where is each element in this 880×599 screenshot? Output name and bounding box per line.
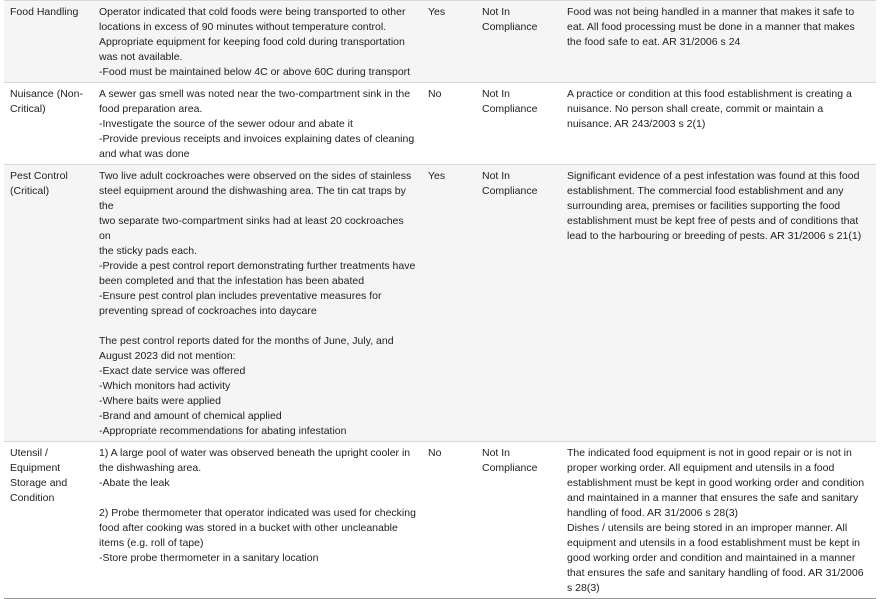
observation-cell [93,442,422,599]
category-line: Critical) [10,103,46,115]
observation-line: -Exact date service was offered [99,365,246,377]
observation-line: was not available. [99,51,183,63]
observation-line: been completed and that the infestation has been abated [99,275,365,287]
observation-line: items (e.g. roll of tape) [99,537,204,549]
observation-line: A sewer gas smell was noted near the two-compartment sink in the [99,88,411,100]
compliance-status-line: Not In [482,447,511,459]
compliance-status-cell [476,1,561,83]
requirement-line: The indicated food equipment is not in good repair or is not in [567,447,852,459]
requirement-line: the food safe to eat. AR 31/2006 s 24 [567,36,741,48]
observation-line: food after cooking was stored in a bucket with other uncleanable [99,522,398,534]
table-row [4,1,876,83]
requirement-line: nuisance. No person shall create, commit or maintain a [567,103,824,115]
observation-line: 2) Probe thermometer that operator indicated was used for checking [99,507,416,519]
observation-line: Appropriate equipment for keeping food cold during transportation [99,36,405,48]
observation-line: -Investigate the source of the sewer odour and abate it [99,118,353,130]
category-line: Equipment [10,462,61,474]
observation-cell [93,83,422,165]
category-line: (Critical) [10,185,50,197]
observation-line: -Food must be maintained below 4C or above 60C during transport [99,66,411,78]
requirement-line: lead to the harbouring or breeding of pests. AR 31/2006 s 21(1) [567,230,862,242]
critical-cell [422,442,476,599]
compliance-status-line: Compliance [482,21,538,33]
observation-line: the dishwashing area. [99,462,202,474]
observation-line: -Store probe thermometer in a sanitary location [99,552,319,564]
requirement-line: equipment and utensils in a food establishment must be kept in [567,537,861,549]
compliance-status-line: Not In [482,170,511,182]
observation-line [99,491,416,506]
requirement-line: establishment. The commercial food establishment and any [567,185,844,197]
category-cell [4,442,93,599]
inspection-rows [4,1,876,599]
requirement-line: establishment must be kept in good working order and condition [567,477,865,489]
observation-line: locations in excess of 90 minutes without temperature control. [99,21,387,33]
critical-value: Yes [428,6,446,18]
observation-line: two separate two-compartment sinks had at least 20 cockroaches on [99,215,407,242]
observation-line: -Ensure pest control plan includes preventative measures for [99,290,382,302]
category-line: Condition [10,492,55,504]
requirement-line: Food was not being handled in a manner that makes it safe to [567,6,855,18]
requirement-line: handling of food. AR 31/2006 s 28(3) [567,507,739,519]
requirement-line: proper working order. All equipment and utensils in a food [567,462,835,474]
requirement-line: and maintained in a manner that ensures the safe and sanitary [567,492,859,504]
observation-line: -Provide previous receipts and invoices explaining dates of cleaning [99,133,415,145]
observation-line: steel equipment around the dishwashing area. The tin cat traps by the [99,185,409,212]
requirement-line: good working order and condition and maintained in a manner [567,552,856,564]
compliance-status-cell [476,165,561,442]
observation-line: 1) A large pool of water was observed beneath the upright cooler in [99,447,411,459]
requirement-line: surrounding area, premises or facilities supporting the food [567,200,841,212]
category-line: Utensil / [10,447,48,459]
category-line: Storage and [10,477,68,489]
critical-value: Yes [428,170,446,182]
requirement-cell [561,83,876,165]
requirement-cell [561,1,876,83]
observation-line: -Provide a pest control report demonstrating further treatments have [99,260,416,272]
compliance-status-line: Compliance [482,103,538,115]
critical-cell [422,83,476,165]
requirement-line: s 28(3) [567,582,600,594]
category-cell [4,165,93,442]
category-line: Food Handling [10,6,79,18]
category-cell [4,1,93,83]
critical-cell [422,165,476,442]
observation-line [99,319,416,334]
inspection-table [4,0,876,598]
observation-line: -Brand and amount of chemical applied [99,410,282,422]
observation-line: the sticky pads each. [99,245,198,257]
table-row [4,165,876,442]
category-line: Nuisance (Non- [10,88,83,100]
table-row [4,83,876,165]
requirement-cell [561,165,876,442]
category-line: Pest Control [10,170,68,182]
compliance-status-line: Compliance [482,185,538,197]
observation-line: and what was done [99,148,190,160]
observation-line: preventing spread of cockroaches into daycare [99,305,317,317]
requirement-line: that ensures the safe and sanitary handling of food. AR 31/2006 [567,567,864,579]
observation-cell [93,1,422,83]
compliance-status-cell [476,442,561,599]
observation-line: -Where baits were applied [99,395,221,407]
observation-line: -Appropriate recommendations for abating infestation [99,425,347,437]
observation-cell [93,165,422,442]
requirement-line: Dishes / utensils are being stored in an improper manner. All [567,522,848,534]
critical-cell [422,1,476,83]
observation-line: -Which monitors had activity [99,380,231,392]
critical-value: No [428,88,442,100]
category-cell [4,83,93,165]
observation-line: Two live adult cockroaches were observed on the sides of stainless [99,170,412,182]
requirement-line: A practice or condition at this food establishment is creating a [567,88,852,100]
observation-line: The pest control reports dated for the months of June, July, and [99,335,394,347]
requirement-line: Significant evidence of a pest infestation was found at this food [567,170,860,182]
requirement-cell [561,442,876,599]
observation-line: August 2023 did not mention: [99,350,236,362]
table-row [4,442,876,599]
requirement-line: eat. All food processing must be done in a manner that makes [567,21,855,33]
observation-line: food preparation area. [99,103,203,115]
requirement-line: establishment must be kept free of pests and of conditions that [567,215,859,227]
compliance-status-line: Not In [482,6,511,18]
compliance-status-cell [476,83,561,165]
compliance-status-line: Not In [482,88,511,100]
critical-value: No [428,447,442,459]
observation-line: -Abate the leak [99,477,170,489]
requirement-line: nuisance. AR 243/2003 s 2(1) [567,118,706,130]
compliance-status-line: Compliance [482,462,538,474]
observation-line: Operator indicated that cold foods were being transported to other [99,6,406,18]
